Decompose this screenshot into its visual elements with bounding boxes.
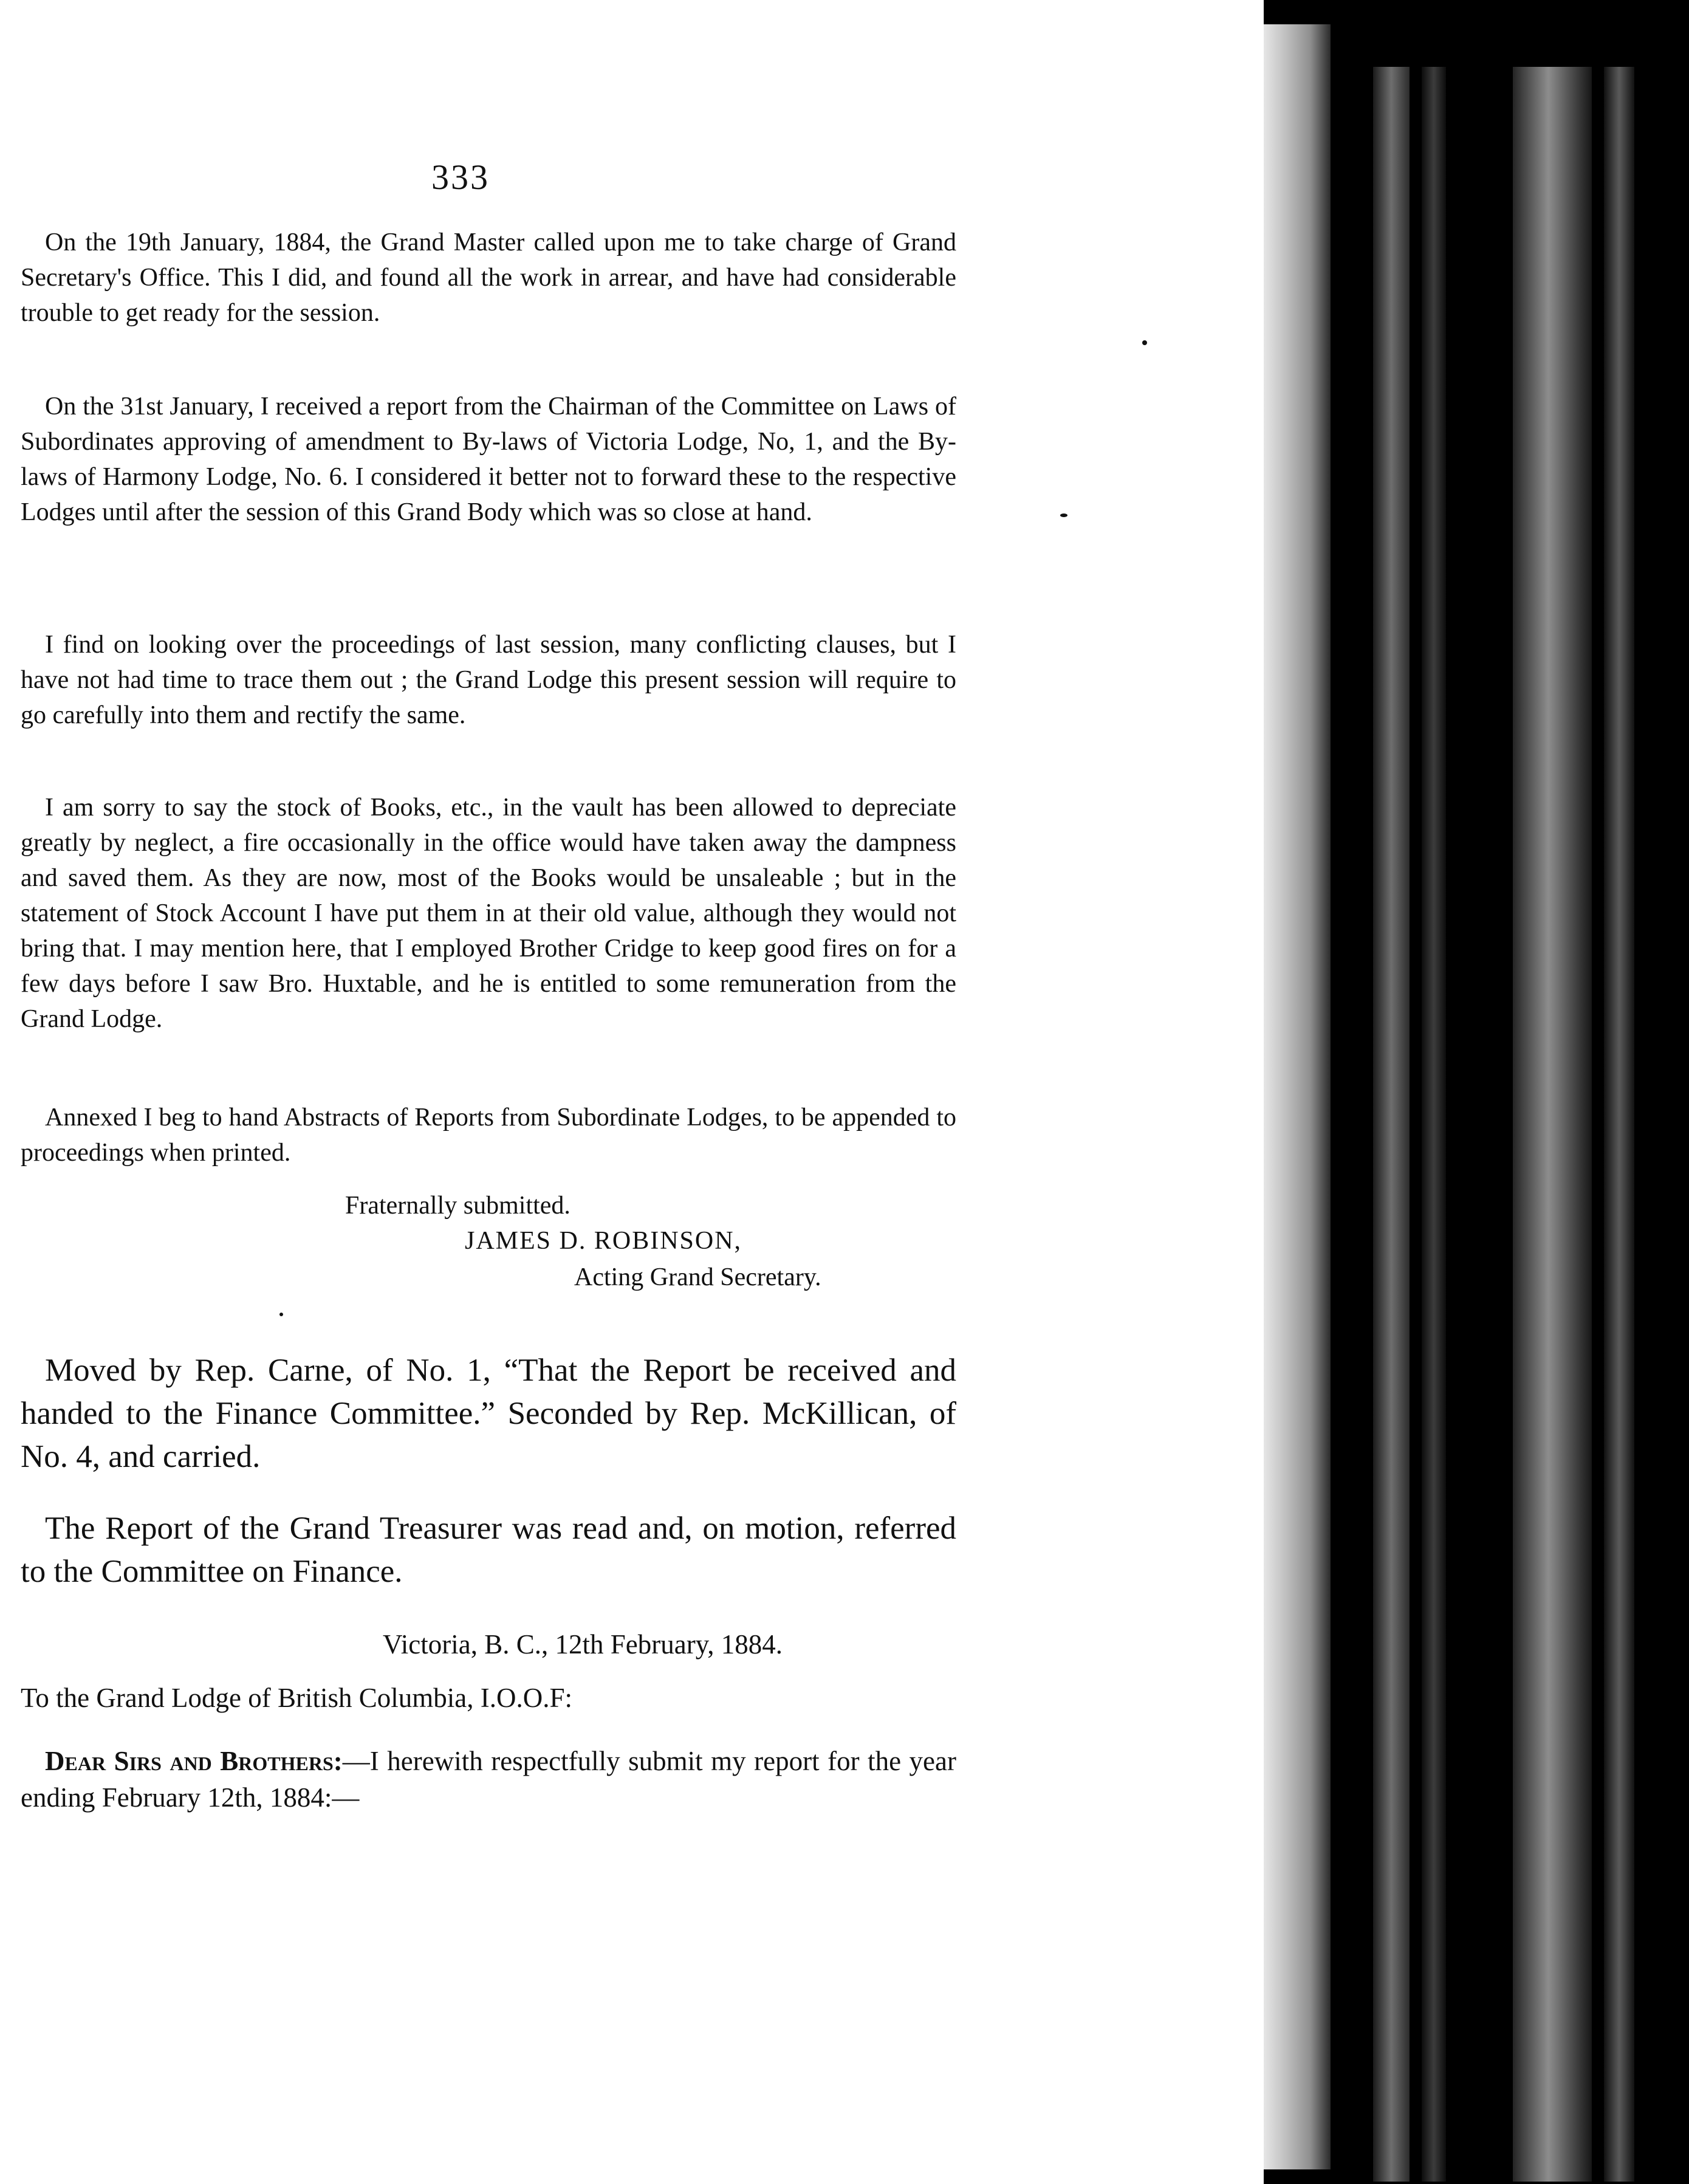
- letter-salutation: Dear Sirs and Brothers:: [45, 1746, 343, 1776]
- letter-opening-text: [21, 1743, 956, 1816]
- signature-closing: Fraternally submitted.: [345, 1192, 570, 1220]
- speck: [1060, 513, 1067, 517]
- motion-treasurer: [21, 1507, 956, 1593]
- paragraph-laws-report: [21, 389, 956, 530]
- paragraph-text: On the 31st January, I received a report from the Chairman of the Committee on Laws of Subordinates approving of amendment to By-laws of Victoria Lodge, No, 1, and the By-laws of Harmony Lodge, No. 6. I considered it better not to forward these to the respective Lodges until after the session of this Grand Body which was so close at hand.: [21, 393, 956, 526]
- speck: [1142, 340, 1147, 345]
- page-stack-strip: [1604, 67, 1634, 2182]
- paragraph-text: On the 19th January, 1884, the Grand Master called upon me to take charge of Grand Secretary's Office. This I did, and found all the work in arrear, and have had considerable trouble to get ready for the session.: [21, 228, 956, 327]
- paragraph-text: Annexed I beg to hand Abstracts of Reports from Subordinate Lodges, to be appended to proceedings when printed.: [21, 1104, 956, 1167]
- letter-opening-body: —I herewith respectfully submit my report for the year ending February 12th, 1884:—: [21, 1746, 956, 1813]
- letter-opening: [21, 1743, 956, 1816]
- page-number: 333: [431, 157, 490, 197]
- signature-title: Acting Grand Secretary.: [574, 1263, 821, 1291]
- paragraph-text: I am sorry to say the stock of Books, etc., in the vault has been allowed to depreciate greatly by neglect, a fire occasionally in the office would have taken away the dampness and saved them. As they are now, most of the Books would be unsaleable ; but in the statement of Stock Account I have put them in at their old value, although they would not bring that. I may mention here, that I employed Brother Cridge to keep good fires on for a few days before I saw Bro. Huxtable, and he is entitled to some remuneration from the Grand Lodge.: [21, 794, 956, 1033]
- page-stack-strip: [1422, 67, 1446, 2182]
- page-stack-strip: [1513, 67, 1592, 2182]
- motion-carne: [21, 1349, 956, 1478]
- signature-name: JAMES D. ROBINSON,: [465, 1227, 742, 1255]
- paragraph-abstracts: [21, 1100, 956, 1170]
- paragraph-conflicting-clauses: [21, 627, 956, 733]
- paragraph-text: I find on looking over the proceedings of last session, many conflicting clauses, but I have not had time to trace them out ; the Grand Lodge this present session will require to go carefully into them and rectify the same.: [21, 631, 956, 729]
- page-edge: [1264, 24, 1331, 2169]
- letter-addressee: To the Grand Lodge of British Columbia, I.O.O.F:: [21, 1683, 572, 1713]
- letter-dateline: Victoria, B. C., 12th February, 1884.: [383, 1629, 783, 1660]
- motion-text: Moved by Rep. Carne, of No. 1, “That the Report be received and handed to the Finance Committee.” Seconded by Rep. McKillican, of No. 4, and carried.: [21, 1353, 956, 1474]
- speck: [279, 1313, 283, 1316]
- page-stack-strip: [1373, 67, 1410, 2182]
- paragraph-stock-of-books: [21, 790, 956, 1037]
- paragraph-office-charge: [21, 225, 956, 331]
- motion-text: The Report of the Grand Treasurer was read and, on motion, referred to the Committee on Finance.: [21, 1511, 956, 1589]
